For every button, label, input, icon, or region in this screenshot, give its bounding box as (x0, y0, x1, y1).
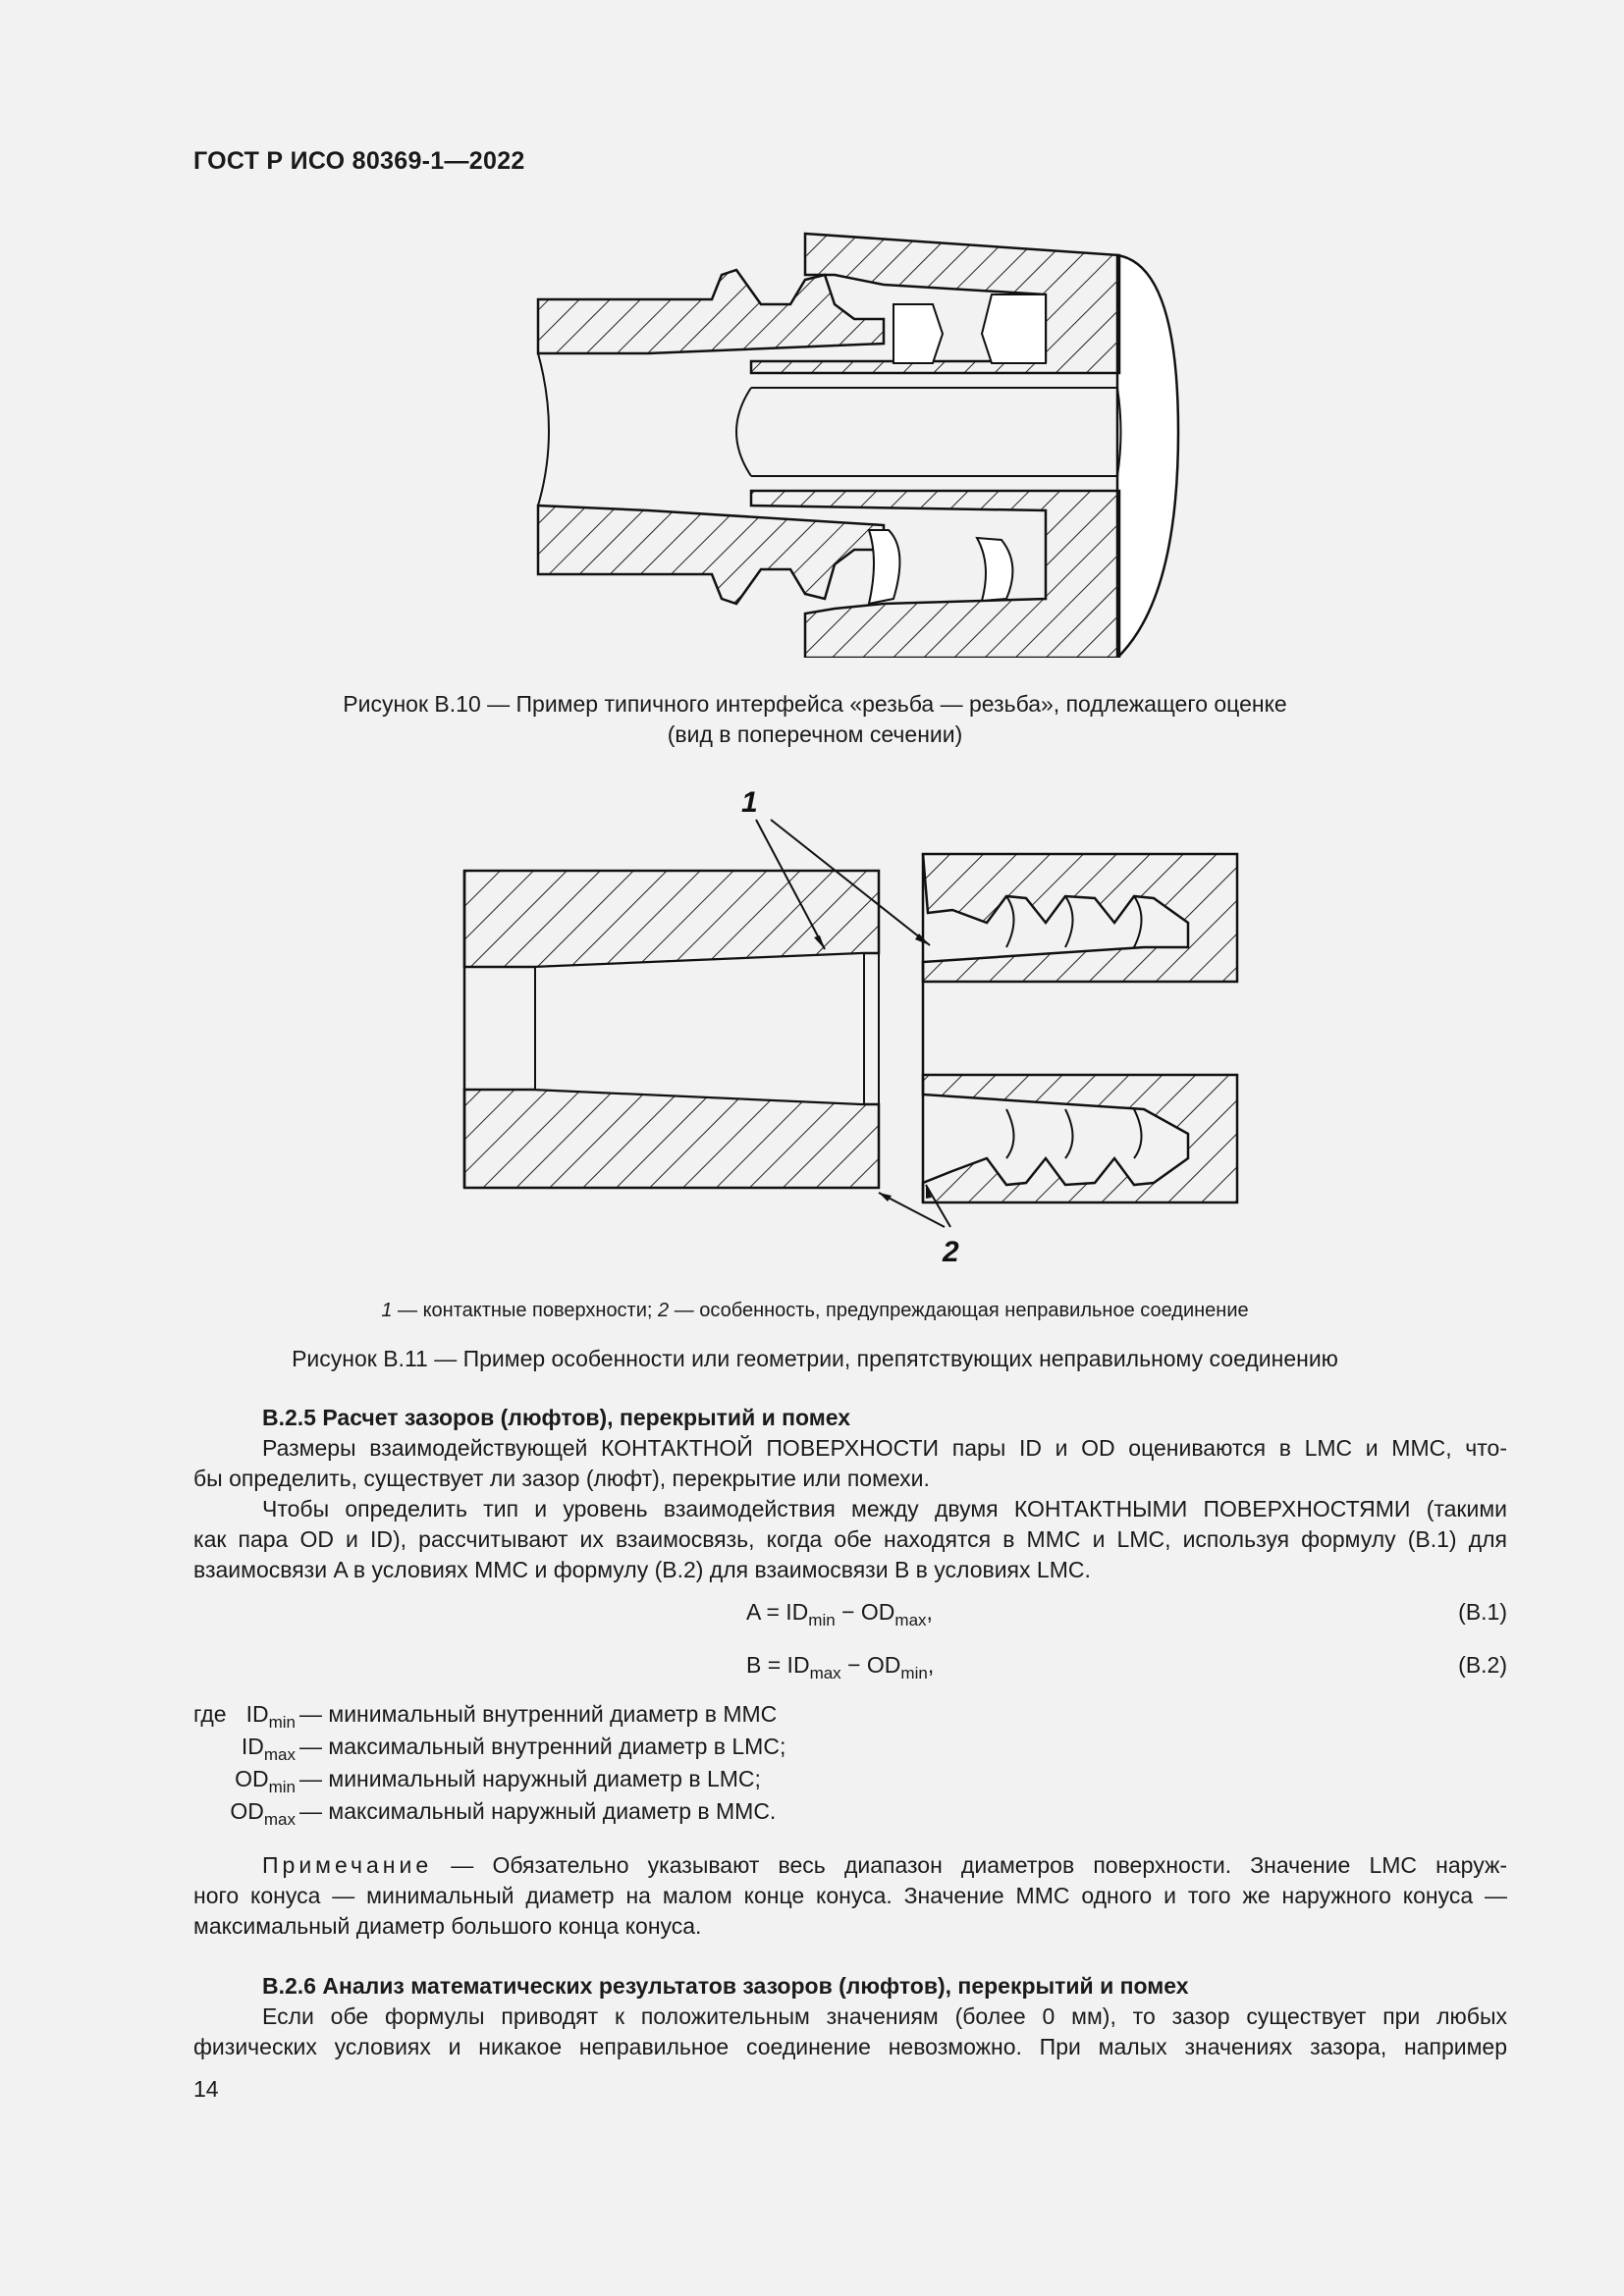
text-line: взаимосвязи A в условиях MMC и формулу (B.2) для взаимосвязи B в условиях LMC. (193, 1557, 1091, 1582)
formula-b2 (746, 1652, 935, 1682)
definition-row (193, 1763, 1372, 1795)
definition-row (193, 1795, 1372, 1828)
formula-b1-number: (B.1) (1458, 1599, 1507, 1625)
female-part-left (464, 871, 879, 1188)
definition-row (193, 1698, 1372, 1731)
formula-sub: max (809, 1664, 841, 1682)
text-line: бы определить, существует ли зазор (люфт), перекрытие или помехи. (193, 1466, 930, 1491)
text-line (193, 1850, 1507, 1881)
figure-b11-caption: Рисунок В.11 — Пример особенности или геометрии, препятствующих неправильному соединению (292, 1346, 1338, 1371)
formula-part: − OD (840, 1652, 901, 1678)
note-block (193, 1850, 1507, 1942)
legend-text: — контактные поверхности; (392, 1300, 659, 1321)
section-b25-para1 (193, 1433, 1507, 1585)
male-sleeve-upper (538, 270, 884, 353)
definition-symbol: $ID_{min}$ (245, 1701, 296, 1732)
formula-sub: max (894, 1611, 927, 1629)
note-label: Примечание (262, 1852, 433, 1878)
formula-part: B = ID (746, 1652, 810, 1678)
caption-line: (вид в поперечном сечении) (667, 721, 963, 747)
formula-part: , (927, 1652, 935, 1678)
text-line: как пара OD и ID), рассчитывают их взаимосвязь, когда обе находятся в MMC и LMC, используя формулу (B.1) для (193, 1526, 1507, 1552)
definitions-list (193, 1698, 1372, 1828)
text-line: максимальный диаметр большого конца конуса. (193, 1913, 702, 1939)
callout-2: 2 (943, 1236, 959, 1268)
definition-symbol: $OD_{min}$ (235, 1766, 296, 1796)
figure-b11-drawing (457, 780, 1262, 1281)
text-line: Если обе формулы приводят к положительным значениям (более 0 мм), то зазор существует при любых (262, 2003, 1507, 2029)
definition-text: — максимальный внутренний диаметр в LMC; (299, 1734, 786, 1759)
definition-text: — минимальный наружный диаметр в LMC; (299, 1766, 761, 1791)
definition-symbol: $OD_{max}$ (230, 1798, 296, 1829)
definition-symbol: $ID_{max}$ (241, 1734, 296, 1764)
end-cap-face (1117, 255, 1178, 658)
text-line: физических условиях и никакое неправильное соединение невозможно. При малых значениях зазора, например (193, 2034, 1507, 2059)
definition-text: — максимальный наружный диаметр в MMC. (299, 1798, 777, 1824)
text-line: ного конуса — минимальный диаметр на малом конце конуса. Значение MMC одного и того же наружного конуса — (193, 1883, 1507, 1908)
legend-number: 1 (381, 1300, 393, 1321)
formula-b2-number: (B.2) (1458, 1652, 1507, 1678)
legend-number: 2 (658, 1300, 670, 1321)
section-b26-para (193, 2002, 1507, 2062)
page-number: 14 (193, 2076, 219, 2102)
male-sleeve-lower (538, 506, 884, 604)
callout-1: 1 (741, 786, 758, 819)
text-line: Чтобы определить тип и уровень взаимодействия между двумя КОНТАКТНЫМИ ПОВЕРХНОСТЯМИ (такими (262, 1496, 1507, 1522)
section-b26-heading: В.2.6 Анализ математических результатов зазоров (люфтов), перекрытий и помех (262, 1973, 1189, 1999)
legend-text: — особенность, предупреждающая неправильное соединение (669, 1300, 1249, 1321)
text-line: Размеры взаимодействующей КОНТАКТНОЙ ПОВЕРХНОСТИ пары ID и OD оцениваются в LMC и MMC, что- (262, 1435, 1507, 1461)
document-header: ГОСТ Р ИСО 80369-1—2022 (193, 147, 525, 175)
formula-part: , (926, 1599, 933, 1625)
figure-b10-drawing (530, 226, 1188, 658)
caption-line: Рисунок В.10 — Пример типичного интерфейса «резьба — резьба», подлежащего оценке (343, 691, 1287, 717)
formula-b1 (746, 1599, 933, 1629)
formula-part: − OD (835, 1599, 895, 1625)
figure-b10-caption (177, 689, 1453, 750)
formula-sub: min (808, 1611, 836, 1629)
definition-text: — минимальный внутренний диаметр в MMC (299, 1701, 778, 1727)
formula-sub: min (900, 1664, 928, 1682)
section-b25-heading: В.2.5 Расчет зазоров (люфтов), перекрытий и помех (262, 1405, 851, 1430)
formula-part: A = ID (746, 1599, 809, 1625)
figure-b11-legend (177, 1300, 1453, 1322)
threaded-part-right (923, 854, 1237, 1202)
note-text: — Обязательно указывают весь диапазон диаметров поверхности. Значение LMC наруж- (432, 1852, 1507, 1878)
where-word: где (193, 1701, 227, 1727)
definition-row (193, 1731, 1372, 1763)
